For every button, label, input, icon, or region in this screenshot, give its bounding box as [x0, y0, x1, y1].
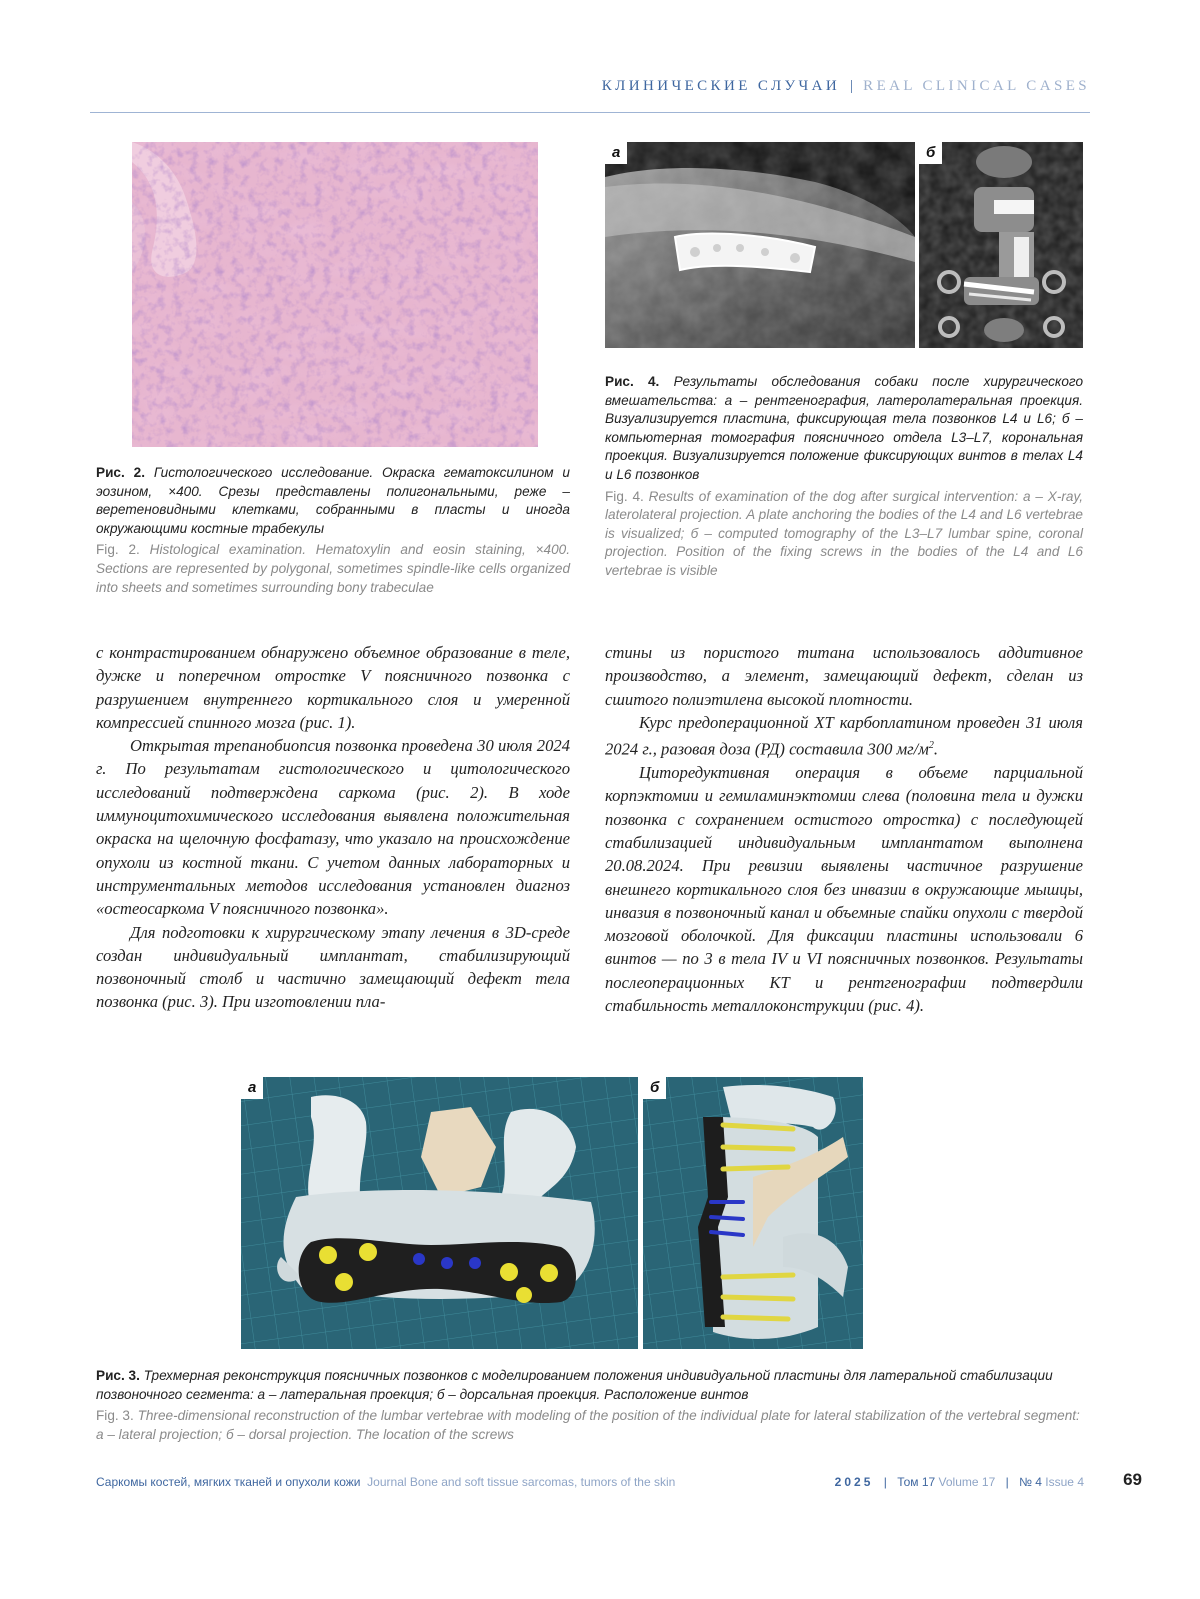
fig3-caption-en-label: Fig. 3. [96, 1408, 134, 1424]
fig4-caption-ru [605, 373, 1083, 485]
body-right-paragraph-1: стины из пористого титана использовалось аддитивное производство, а элемент, замещающий дефект, сделан из сшитого полиэтилена высокой плотности. [605, 643, 1083, 709]
header-section-en: REAL CLINICAL CASES [863, 78, 1090, 94]
footer-journal-ru: Саркомы костей, мягких тканей и опухоли кожи [96, 1475, 361, 1489]
fig3-caption [96, 1367, 1086, 1444]
3d-dorsal-projection-image [643, 1077, 863, 1349]
header-rule [90, 112, 1090, 113]
footer-volume-en: Volume 17 [938, 1475, 996, 1489]
body-right-paragraph-2-end: . [933, 739, 939, 759]
fig4-caption-en-text: Results of examination of the dog after surgical intervention: a – X-ray, laterolateral projection. A plate anchoring the bodies of the L4 and L6 vertebrae is visualized; б – computed tomography of the L3–L7 lumbar spine, coronal projection. Position of the fixing screws in the bodies of the L4 and L6 vertebrae is visible [605, 488, 1084, 578]
3d-lateral-projection-image [241, 1077, 638, 1349]
fig3-image-a-lateral [241, 1077, 638, 1349]
body-left-paragraph-3: Для подготовки к хирургическому этапу лечения в 3D-среде создан индивидуальный имплантат, стабилизирующий позвоночный столб и частично замещающий дефект тела позвонка (рис. 3). При изготовлении пла- [96, 922, 570, 1012]
fig3-caption-ru [96, 1367, 1086, 1404]
footer-issue-info [800, 1475, 1084, 1489]
fig4-panel-label-a: а [605, 142, 627, 164]
body-right-paragraph-2-superscript: 2 [928, 740, 934, 752]
header-section-ru: КЛИНИЧЕСКИЕ СЛУЧАИ [601, 78, 841, 94]
fig2-caption-ru-label: Рис. 2. [96, 465, 145, 480]
fig4-caption-ru-text: Результаты обследования собаки после хирургического вмешательства: а – рентгенография, латеролатеральная проекция. Визуализируется пластина, фиксирующая тела позвонков L4 и L6; б – компьютерная томография поясничного отдела L3–L7, корональная проекция. Визуализируется положение фиксирующих винтов в телах L4 и L6 позвонков [605, 374, 1084, 482]
body-right-paragraph-3: Циторедуктивная операция в объеме парциальной корпэктомии и гемиламинэктомии слева (половина тела и дужки позвонка с сохранением остистого отростка) с последующей стабилизацией индивидуальным имплантатом выполнена 20.08.2024. При ревизии выявлены частичное разрушение внешнего кортикального слоя без инвазии в окружающие мышцы, инвазия в позвоночный канал и объемные спайки опухоли с твердой мозговой оболочкой. Для фиксации пластины использовали 6 винтов — по 3 в тела IV и VI поясничных позвонков. Результаты послеоперационных КТ и рентгенографии подтвердили стабильность металлоконструкции (рис. 4). [605, 763, 1083, 1015]
fig3-image-b-dorsal [643, 1077, 863, 1349]
body-left-paragraph-2: Открытая трепанобиопсия позвонка проведена 30 июля 2024 г. По результатам гистологического и цитологического исследований подтверждена саркома (рис. 2). В ходе иммуноцитохимического исследования выявлена положительная окраска на щелочную фосфатазу, что указало на происхождение опухоли из костной ткани. С учетом данных лабораторных и инструментальных методов исследования установлен диагноз «остеосаркома V поясничного позвонка». [96, 736, 570, 919]
body-column-right [605, 641, 1083, 1017]
fig4-caption-en-label: Fig. 4. [605, 488, 644, 504]
ct-coronal-image [919, 142, 1083, 348]
fig4-panel-label-b: б [919, 142, 942, 164]
fig4-caption-ru-label: Рис. 4. [605, 374, 660, 389]
fig2-caption-ru [96, 464, 570, 538]
footer-separator-2: | [1005, 1475, 1009, 1489]
body-column-left [96, 641, 570, 1014]
fig3-panel-label-a: а [241, 1077, 263, 1099]
footer-journal [96, 1475, 675, 1489]
fig4-image-b-ct [919, 142, 1083, 348]
histology-micrograph [132, 142, 538, 447]
fig2-caption-en-label: Fig. 2. [96, 542, 140, 558]
fig4-caption [605, 373, 1083, 581]
fig2-caption [96, 464, 570, 597]
fig3-caption-ru-text: Трехмерная реконструкция поясничных позвонков с моделированием положения индивидуальной пластины для латеральной стабилизации позвоночного сегмента: а – латеральная проекция; б – дорсальная проекция. Расположение винтов [96, 1368, 1053, 1402]
running-header [90, 78, 1090, 102]
fig4-image-a-xray [605, 142, 915, 348]
page-number: 69 [1123, 1470, 1142, 1489]
footer-year: 2025 [834, 1475, 874, 1489]
fig3-panel-label-b: б [643, 1077, 666, 1099]
body-right-paragraph-2 [605, 711, 1083, 761]
footer-issue-ru: № 4 [1019, 1475, 1042, 1489]
fig2-caption-ru-text: Гистологического исследование. Окраска гематоксилином и эозином, ×400. Срезы представлены полигональными, реже – веретеновидными клетками, собранными в пласты и иногда окружающими костные трабекулы [96, 465, 570, 536]
body-left-paragraph-1: с контрастированием обнаружено объемное образование в теле, дужке и поперечном отростке V поясничного позвонка с разрушением внутреннего кортикального слоя и умеренной компрессией спинного мозга (рис. 1). [96, 643, 570, 732]
body-right-paragraph-2-text: Курс предоперационной ХТ карбоплатином проведен 31 июля 2024 г., разовая доза (РД) составила 300 мг/м [605, 712, 1083, 759]
header-separator: | [850, 78, 854, 94]
footer-journal-en: Journal Bone and soft tissue sarcomas, tumors of the skin [367, 1475, 676, 1489]
xray-lateral-image [605, 142, 915, 348]
fig2-histology-image [132, 142, 538, 447]
fig3-caption-ru-label: Рис. 3. [96, 1368, 140, 1383]
footer-separator-1: | [883, 1475, 887, 1489]
fig2-caption-en [96, 541, 570, 597]
fig3-caption-en [96, 1407, 1086, 1444]
footer-volume-ru: Том 17 [897, 1475, 936, 1489]
fig2-caption-en-text: Histological examination. Hematoxylin and eosin staining, ×400. Sections are represented by polygonal, sometimes spindle-like cells organized into sheets and sometimes surrounding bony trabeculae [96, 542, 571, 595]
fig4-caption-en [605, 488, 1083, 581]
fig3-caption-en-text: Three-dimensional reconstruction of the lumbar vertebrae with modeling of the position of the individual plate for lateral stabilization of the vertebral segment: a – lateral projection; б – dorsal projection. The location of the screws [96, 1408, 1080, 1442]
footer-issue-en: Issue 4 [1045, 1475, 1084, 1489]
